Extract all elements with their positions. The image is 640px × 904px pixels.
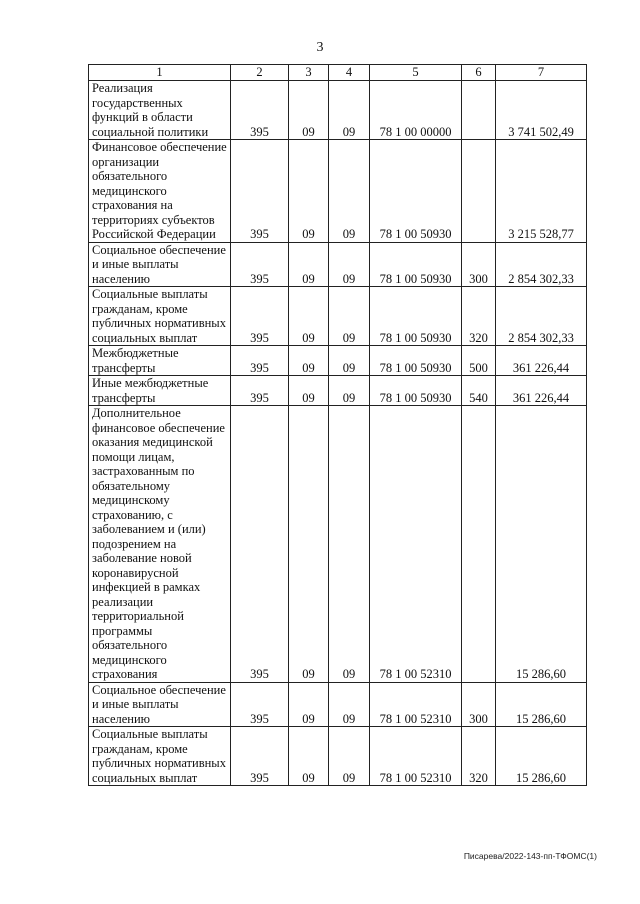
- table-row: [89, 346, 587, 376]
- row-col-4: 09: [329, 376, 370, 406]
- table-row: [89, 682, 587, 727]
- row-col-3: 09: [289, 682, 329, 727]
- header-col-4: 4: [329, 65, 370, 81]
- row-col-4: 09: [329, 406, 370, 683]
- row-col-2: 395: [231, 682, 289, 727]
- row-col-2: 395: [231, 242, 289, 287]
- row-col-5: 78 1 00 50930: [370, 242, 462, 287]
- row-col-4: 09: [329, 682, 370, 727]
- row-col-2: 395: [231, 727, 289, 786]
- row-col-2: 395: [231, 287, 289, 346]
- row-col-6: 320: [462, 727, 496, 786]
- row-col-2: 395: [231, 81, 289, 140]
- header-col-1: 1: [89, 65, 231, 81]
- row-col-4: 09: [329, 346, 370, 376]
- row-col-6: [462, 140, 496, 243]
- row-amount: 2 854 302,33: [496, 242, 587, 287]
- budget-table: [88, 64, 587, 786]
- row-col-4: 09: [329, 242, 370, 287]
- table-row: [89, 140, 587, 243]
- row-amount: 361 226,44: [496, 376, 587, 406]
- header-col-2: 2: [231, 65, 289, 81]
- row-name: Социальные выплаты гражданам, кроме публичных нормативных социальных выплат: [89, 727, 231, 786]
- row-amount: 2 854 302,33: [496, 287, 587, 346]
- row-col-6: 540: [462, 376, 496, 406]
- row-name: Социальные выплаты гражданам, кроме публичных нормативных социальных выплат: [89, 287, 231, 346]
- table-row: [89, 406, 587, 683]
- row-col-6: [462, 406, 496, 683]
- table-row: [89, 242, 587, 287]
- row-col-4: 09: [329, 727, 370, 786]
- table-row: [89, 287, 587, 346]
- row-col-5: 78 1 00 50930: [370, 287, 462, 346]
- row-col-3: 09: [289, 242, 329, 287]
- table-row: [89, 376, 587, 406]
- row-amount: 3 741 502,49: [496, 81, 587, 140]
- row-col-3: 09: [289, 406, 329, 683]
- row-col-3: 09: [289, 140, 329, 243]
- row-col-6: 500: [462, 346, 496, 376]
- header-col-5: 5: [370, 65, 462, 81]
- row-amount: 361 226,44: [496, 346, 587, 376]
- row-col-5: 78 1 00 50930: [370, 376, 462, 406]
- row-col-4: 09: [329, 140, 370, 243]
- row-col-4: 09: [329, 287, 370, 346]
- row-col-3: 09: [289, 727, 329, 786]
- row-name: Социальное обеспечение и иные выплаты населению: [89, 242, 231, 287]
- row-col-3: 09: [289, 287, 329, 346]
- row-col-6: [462, 81, 496, 140]
- row-col-2: 395: [231, 140, 289, 243]
- row-amount: 15 286,60: [496, 682, 587, 727]
- table-row: [89, 81, 587, 140]
- row-col-5: 78 1 00 52310: [370, 727, 462, 786]
- row-amount: 3 215 528,77: [496, 140, 587, 243]
- header-col-3: 3: [289, 65, 329, 81]
- row-col-6: 300: [462, 242, 496, 287]
- row-name: Дополнительное финансовое обеспечение оказания медицинской помощи лицам, застрахованным по обязательному медицинскому страхованию, с заболеванием и (или) подозрением на заболевание новой коронавирусной инфекцией в рамках реализации территориальной программы обязательного медицинского страхования: [89, 406, 231, 683]
- row-amount: 15 286,60: [496, 406, 587, 683]
- row-name: Реализация государственных функций в области социальной политики: [89, 81, 231, 140]
- row-col-6: 320: [462, 287, 496, 346]
- row-col-5: 78 1 00 00000: [370, 81, 462, 140]
- row-col-5: 78 1 00 50930: [370, 140, 462, 243]
- row-col-5: 78 1 00 50930: [370, 346, 462, 376]
- row-name: Финансовое обеспечение организации обязательного медицинского страхования на территориях субъектов Российской Федерации: [89, 140, 231, 243]
- row-col-2: 395: [231, 406, 289, 683]
- table-row: [89, 727, 587, 786]
- table-header-row: [89, 65, 587, 81]
- row-col-3: 09: [289, 81, 329, 140]
- row-col-5: 78 1 00 52310: [370, 682, 462, 727]
- row-col-3: 09: [289, 346, 329, 376]
- row-col-2: 395: [231, 346, 289, 376]
- row-name: Иные межбюджетные трансферты: [89, 376, 231, 406]
- row-name: Социальное обеспечение и иные выплаты населению: [89, 682, 231, 727]
- row-col-6: 300: [462, 682, 496, 727]
- row-name: Межбюджетные трансферты: [89, 346, 231, 376]
- document-footer-id: Писарева/2022-143-пп-ТФОМС(1): [463, 851, 597, 861]
- row-col-3: 09: [289, 376, 329, 406]
- row-amount: 15 286,60: [496, 727, 587, 786]
- header-col-7: 7: [496, 65, 587, 81]
- header-col-6: 6: [462, 65, 496, 81]
- row-col-2: 395: [231, 376, 289, 406]
- row-col-5: 78 1 00 52310: [370, 406, 462, 683]
- page-number: 3: [316, 40, 324, 55]
- row-col-4: 09: [329, 81, 370, 140]
